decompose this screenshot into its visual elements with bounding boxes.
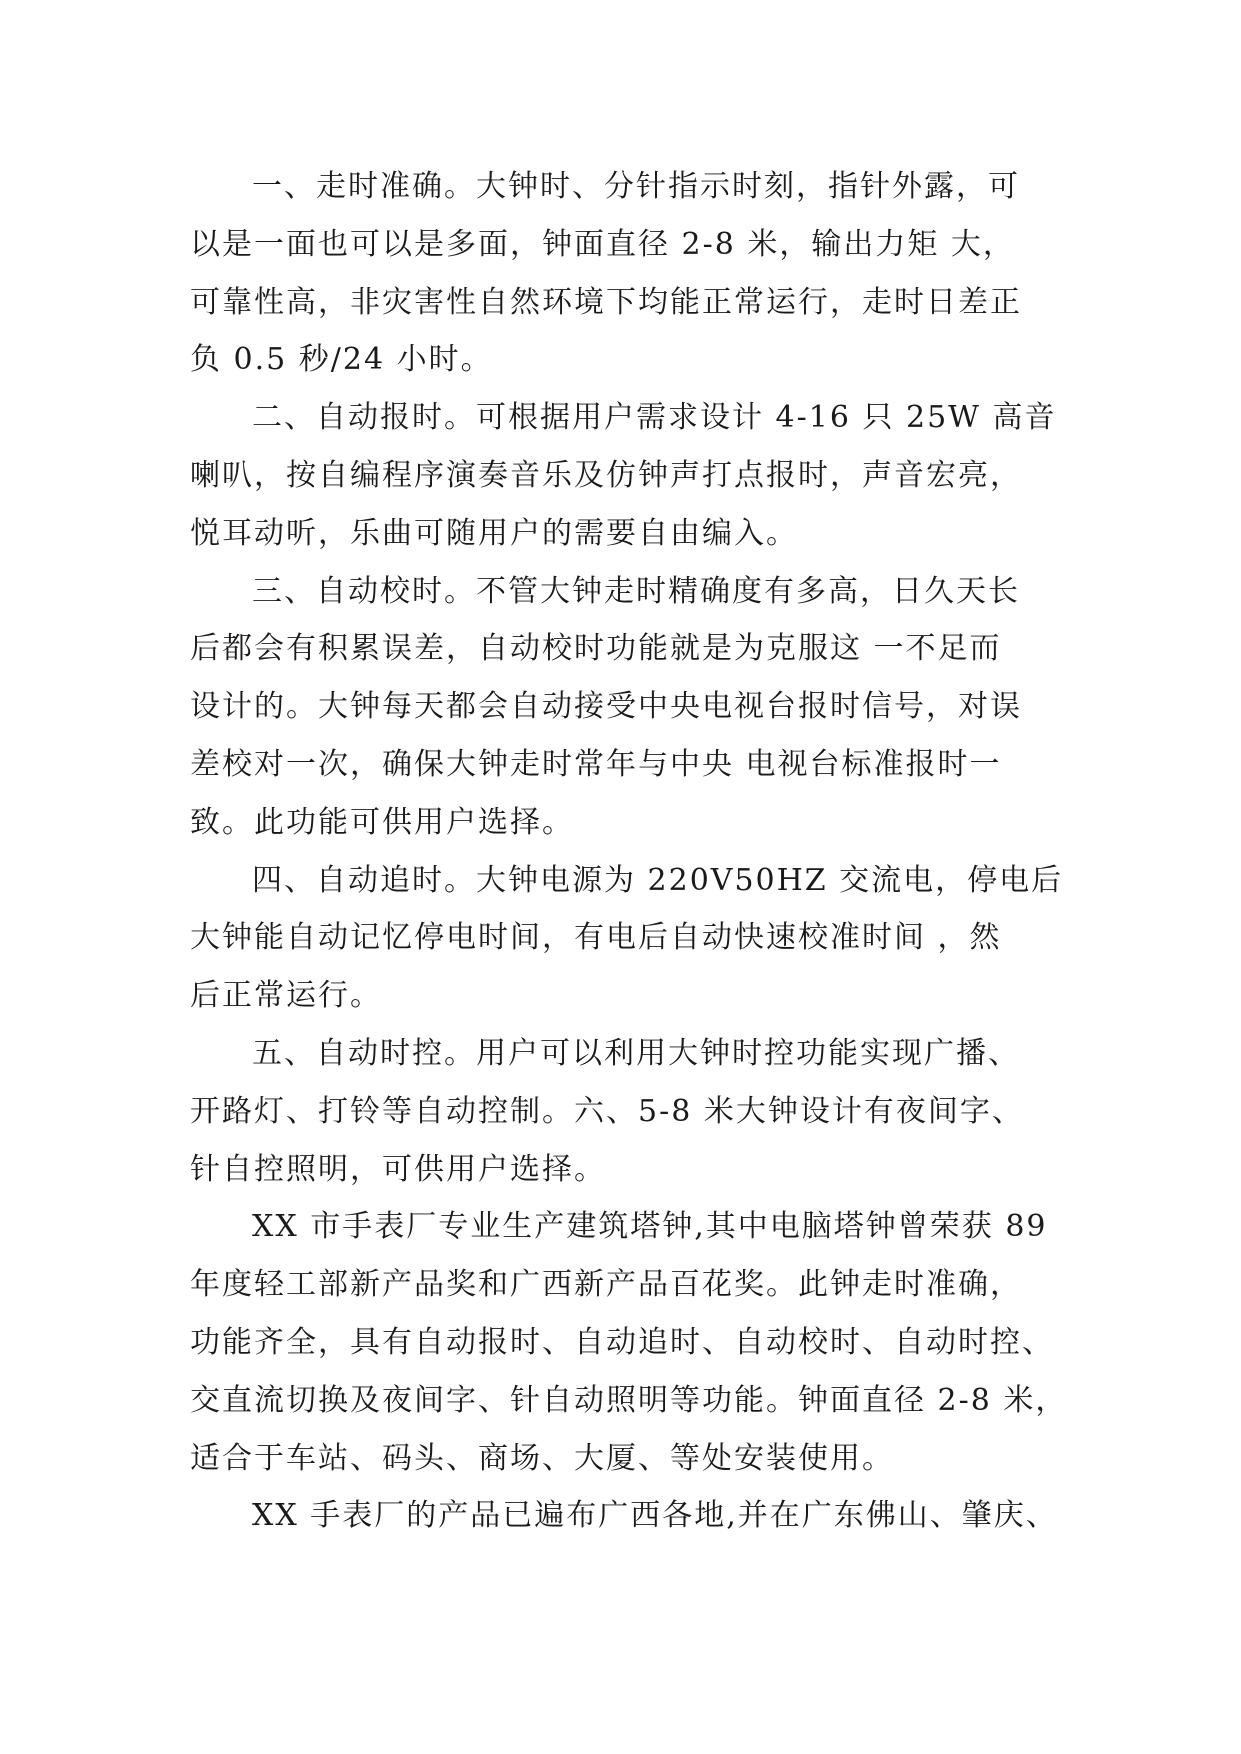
text-line: 交直流切换及夜间字、针自动照明等功能。钟面直径 2-8 米， bbox=[190, 1382, 1068, 1418]
text-line: 四、自动追时。大钟电源为 220V50HZ 交流电，停电后 bbox=[252, 862, 1064, 898]
text-line: 三、自动校时。不管大钟走时精确度有多高，日久天长 bbox=[252, 573, 1020, 609]
text-line: 悦耳动听，乐曲可随用户的需要自由编入。 bbox=[190, 515, 798, 551]
text-line: 喇叭，按自编程序演奏音乐及仿钟声打点报时，声音宏亮， bbox=[190, 457, 1022, 493]
text-line: XX 手表厂的产品已遍布广西各地,并在广东佛山、肇庆、 bbox=[252, 1498, 1058, 1534]
text-line: 开路灯、打铃等自动控制。六、5-8 米大钟设计有夜间字、 bbox=[190, 1093, 1024, 1129]
text-line: 后正常运行。 bbox=[190, 978, 382, 1014]
text-line: 针自控照明，可供用户选择。 bbox=[190, 1151, 606, 1187]
document-body bbox=[190, 158, 1068, 1545]
text-line: 年度轻工部新产品奖和广西新产品百花奖。此钟走时准确， bbox=[190, 1267, 1022, 1303]
text-line: 适合于车站、码头、商场、大厦、等处安装使用。 bbox=[190, 1440, 894, 1476]
text-line: 致。此功能可供用户选择。 bbox=[190, 804, 574, 840]
text-line: 负 0.5 秒/24 小时。 bbox=[190, 342, 493, 378]
text-line: 功能齐全，具有自动报时、自动追时、自动校时、自动时控、 bbox=[190, 1324, 1054, 1360]
text-line: 大钟能自动记忆停电时间，有电后自动快速校准时间 ，然 bbox=[190, 920, 1002, 956]
text-line: 五、自动时控。用户可以利用大钟时控功能实现广播、 bbox=[252, 1035, 1020, 1071]
text-line: 设计的。大钟每天都会自动接受中央电视台报时信号，对误 bbox=[190, 689, 1022, 725]
text-line: 二、自动报时。可根据用户需求设计 4-16 只 25W 高音 bbox=[252, 400, 1057, 436]
text-line: 可靠性高，非灾害性自然环境下均能正常运行，走时日差正 bbox=[190, 284, 1022, 320]
text-line: XX 市手表厂专业生产建筑塔钟,其中电脑塔钟曾荣获 89 bbox=[252, 1209, 1048, 1245]
text-line: 以是一面也可以是多面，钟面直径 2-8 米，输出力矩 大， bbox=[190, 226, 1015, 262]
text-line: 一、走时准确。大钟时、分针指示时刻，指针外露，可 bbox=[252, 169, 1020, 204]
text-line: 差校对一次，确保大钟走时常年与中央 电视台标准报时一 bbox=[190, 746, 1002, 782]
text-line: 后都会有积累误差，自动校时功能就是为克服这 一不足而 bbox=[190, 631, 1002, 667]
